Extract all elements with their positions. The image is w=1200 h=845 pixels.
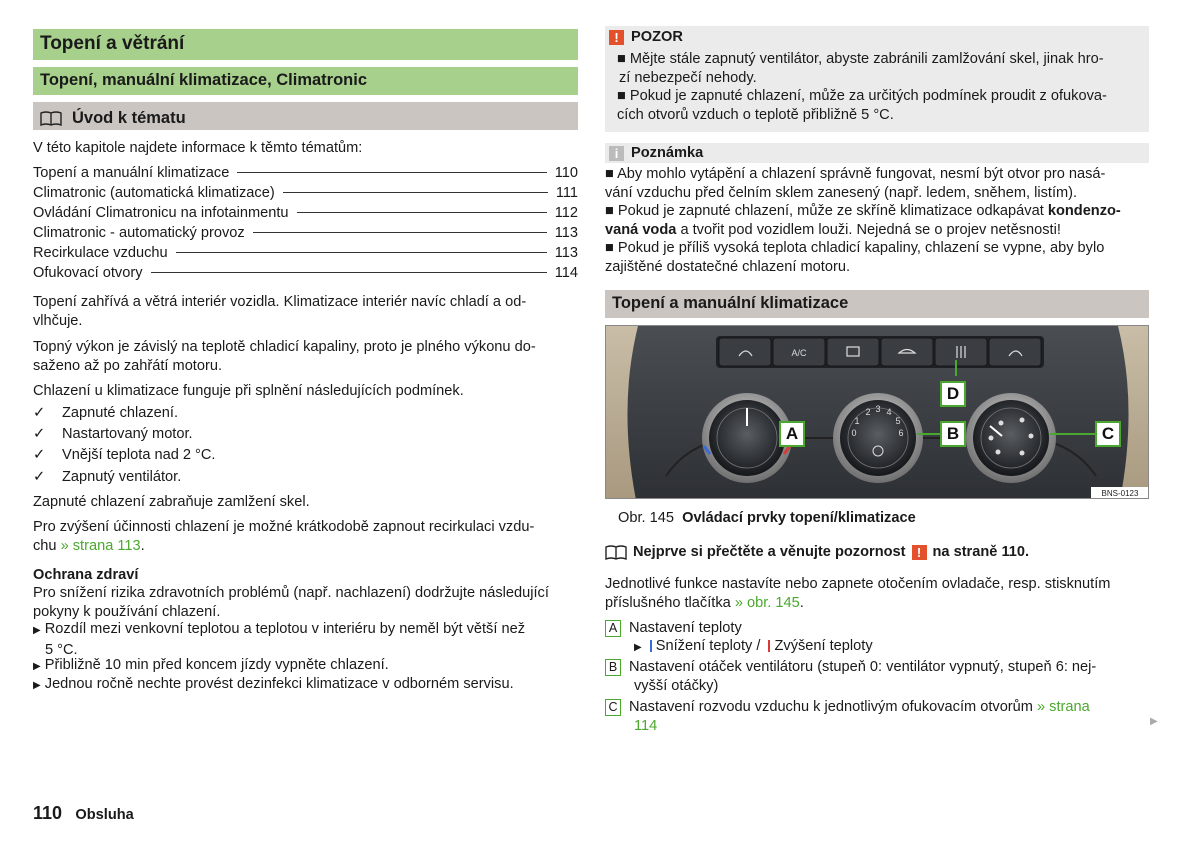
figure-climate-controls [605, 325, 1149, 499]
page-link[interactable]: » strana [1037, 699, 1090, 715]
warning-icon: ! [912, 545, 927, 560]
toc-entry[interactable]: Climatronic - automatický provoz 113 [33, 225, 578, 241]
page-link[interactable]: » strana 113 [60, 537, 141, 554]
page-footer: 110 Obsluha [33, 803, 134, 823]
book-icon [605, 545, 627, 560]
section-title-right: Topení a manuální klimatizace [605, 290, 1149, 318]
chapter-title: Topení a větrání [33, 29, 578, 60]
paragraph: Topný výkon je závislý na teplotě chladicí kapaliny, proto je plného výkonu do- saženo až po zahřátí motoru. [33, 339, 536, 374]
paragraph: Zapnuté chlazení zabraňuje zamlžení skel. [33, 494, 310, 510]
fan-level-label: 1 [854, 416, 860, 426]
next-page-arrow-icon[interactable]: ▶ [1150, 716, 1158, 727]
fan-level-label: 0 [851, 428, 857, 438]
callout-d: D [940, 381, 966, 407]
toc-entry[interactable]: Topení a manuální klimatizace 110 [33, 165, 578, 181]
health-title: Ochrana zdraví [33, 567, 139, 583]
check-icon: ✓ [33, 405, 46, 421]
check-icon: ✓ [33, 447, 46, 463]
check-icon: ✓ [33, 469, 46, 485]
callout-c: C [1095, 421, 1121, 447]
paragraph: Jednotlivé funkce nastavíte nebo zapnete otočením ovladače, resp. stisknutím příslušného tlačítka » obr. 145. [605, 576, 1111, 611]
figure-link[interactable]: » obr. 145 [734, 594, 800, 611]
legend-item-a: A Nastavení teploty [605, 619, 742, 638]
info-icon: i [609, 146, 624, 161]
callout-b: B [940, 421, 966, 447]
check-icon: ✓ [33, 426, 46, 442]
note-title: Poznámka [631, 145, 704, 161]
figure-caption: Obr. 145 Ovládací prvky topení/klimatizace [618, 510, 916, 526]
subsection-label: Úvod k tématu [72, 108, 186, 127]
key-b: B [605, 659, 621, 676]
triangle-icon: ▶ [33, 661, 41, 672]
intro-text: V této kapitole najdete informace k těmto tématům: [33, 140, 363, 156]
callout-a: A [779, 421, 805, 447]
list-item: ▶ Jednou ročně nechte provést dezinfekci klimatizace v odborném servisu. [33, 676, 514, 692]
triangle-icon: ▶ [634, 642, 642, 653]
legend-subitem: ▶ Snížení teploty / Zvýšení teploty [634, 638, 873, 654]
warning-icon: ! [609, 30, 624, 45]
toc-entry[interactable]: Recirkulace vzduchu 113 [33, 245, 578, 261]
fan-level-label: 5 [895, 416, 901, 426]
page-link[interactable]: 114 [634, 717, 658, 734]
ac-button-label: A/C [791, 348, 807, 358]
paragraph: Pro zvýšení účinnosti chlazení je možné krátkodobě zapnout recirkulaci vzdu- chu » strana 113. [33, 519, 535, 554]
blue-mark-icon [650, 640, 652, 652]
fan-level-label: 4 [886, 407, 892, 417]
list-item: ▶ Přibližně 10 min před koncem jízdy vypněte chlazení. [33, 657, 389, 673]
fan-level-label: 6 [898, 428, 904, 438]
check-item: ✓ Nastartovaný motor. [33, 426, 193, 442]
triangle-icon: ▶ [33, 680, 41, 691]
warning-text: ■ Mějte stále zapnutý ventilátor, abyste zabránili zamlžování skel, jinak hro- zí nebezpečí nehody. ■ Pokud je zapnuté chlazení, může za určitých podmínek proudit z ofukova- cích otvorů vzduch o teplotě přibližně 5 °C. [617, 51, 1107, 123]
legend-item-b: B Nastavení otáček ventilátoru (stupeň 0: ventilátor vypnutý, stupeň 6: nej- vyšší otáčky) [605, 658, 1096, 695]
key-c: C [605, 699, 621, 716]
subsection-title [33, 102, 578, 130]
check-item: ✓ Zapnutý ventilátor. [33, 469, 182, 485]
triangle-icon: ▶ [33, 625, 41, 636]
paragraph: Pro snížení rizika zdravotních problémů (např. nachlazení) dodržujte následující pokyny k používání chlazení. [33, 585, 549, 620]
check-item: ✓ Zapnuté chlazení. [33, 405, 179, 421]
climate-panel-illustration [606, 326, 1149, 499]
note-text: ■ Aby mohlo vytápění a chlazení správně fungovat, nesmí být otvor pro nasá- vání vzduchu před čelním sklem zanesený (např. ledem, sněhem, listím). ■ Pokud je zapnuté chlazení, může ze skříně klimatizace odkapávat kondenzo- vaná voda a tvořit pod vozidlem louži. Nejedná se o projev netěsnosti! ■ Pokud je příliš vysoká teplota chladicí kapaliny, chlazení se vypne, aby bylo zajištěné dostatečné chlazení motoru. [605, 166, 1121, 275]
toc-entry[interactable]: Ofukovací otvory 114 [33, 265, 578, 281]
note-box [605, 143, 1149, 277]
section-title: Topení, manuální klimatizace, Climatronic [33, 67, 578, 95]
list-item: ▶ Rozdíl mezi venkovní teplotou a teplotou v interiéru by neměl být větší než 5 °C. [33, 621, 525, 658]
fan-level-label: 2 [865, 407, 871, 417]
warning-title: POZOR [631, 29, 683, 45]
fan-level-label: 3 [875, 404, 881, 414]
figure-code: BNS-0123 [1101, 489, 1139, 498]
toc-entry[interactable]: Climatronic (automatická klimatizace) 111 [33, 185, 578, 201]
paragraph: Topení zahřívá a větrá interiér vozidla. Klimatizace interiér navíc chladí a od- vlhčuje. [33, 294, 527, 329]
legend-item-c: C Nastavení rozvodu vzduchu k jednotlivým ofukovacím otvorům » strana 114 [605, 698, 1090, 735]
red-mark-icon [768, 640, 770, 652]
warning-reference: Nejprve si přečtěte a věnujte pozornost ! na straně 110. [605, 543, 1029, 562]
key-a: A [605, 620, 621, 637]
check-item: ✓ Vnější teplota nad 2 °C. [33, 447, 216, 463]
warning-box [605, 26, 1149, 132]
toc-entry[interactable]: Ovládání Climatronicu na infotainmentu 112 [33, 205, 578, 221]
book-icon [40, 111, 62, 126]
paragraph: Chlazení u klimatizace funguje při splnění následujících podmínek. [33, 383, 464, 399]
